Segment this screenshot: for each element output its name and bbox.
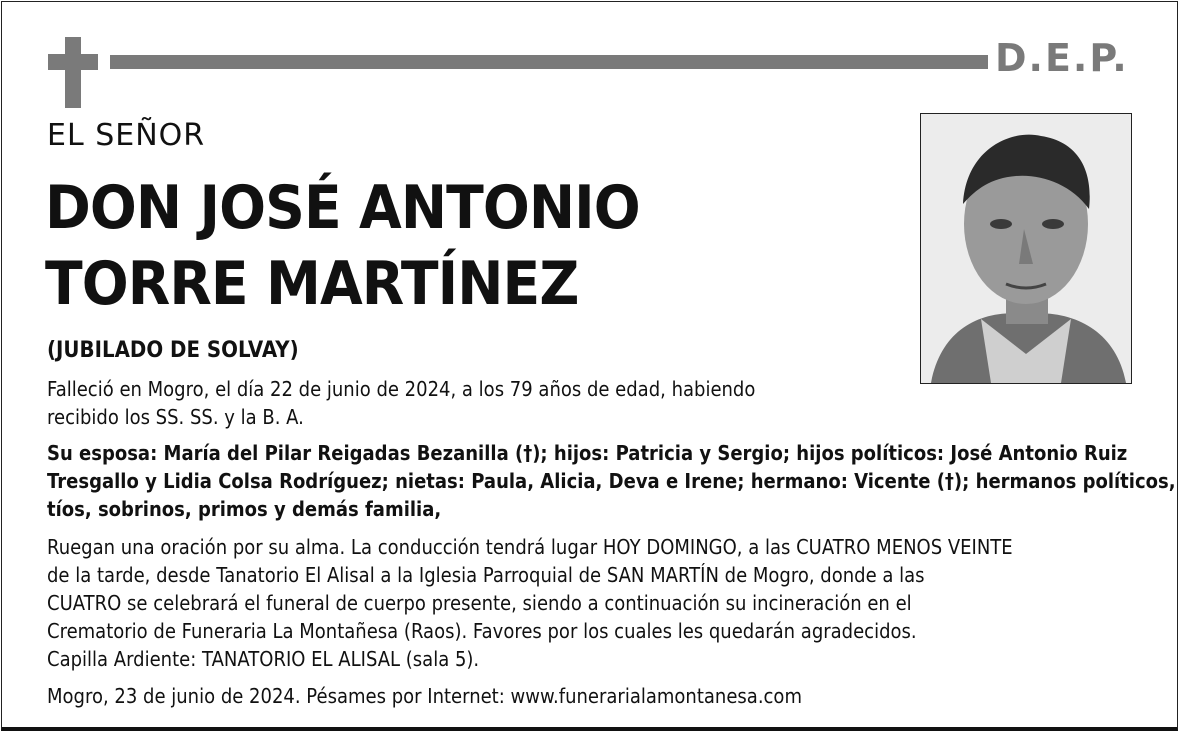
title-prefix: EL SEÑOR [47, 118, 206, 153]
footer-line: Mogro, 23 de junio de 2024. Pésames por Internet: www.funerarialamontanesa.com [47, 684, 802, 708]
family-line-1: Su esposa: María del Pilar Reigadas Bezanilla (†); hijos: Patricia y Sergio; hijos políticos: José Antonio Ruiz [47, 441, 1128, 465]
death-line-1: Falleció en Mogro, el día 22 de junio de 2024, a los 79 años de edad, habiendo [47, 377, 756, 401]
service-line-5: Capilla Ardiente: TANATORIO EL ALISAL (sala 5). [47, 647, 480, 671]
dep-label: D.E.P. [995, 36, 1129, 80]
cross-icon [65, 37, 81, 108]
service-line-3: CUATRO se celebrará el funeral de cuerpo presente, siendo a continuación su incineración en el [47, 591, 912, 615]
death-line-2: recibido los SS. SS. y la B. A. [47, 405, 304, 429]
portrait-icon [921, 114, 1131, 383]
service-line-2: de la tarde, desde Tanatorio El Alisal a la Iglesia Parroquial de SAN MARTÍN de Mogro, donde a las [47, 563, 925, 587]
family-line-3: tíos, sobrinos, primos y demás familia, [47, 497, 442, 521]
occupation-subtitle: (JUBILADO DE SOLVAY) [47, 338, 299, 363]
name-line-2: TORRE MARTÍNEZ [45, 249, 579, 319]
service-line-4: Crematorio de Funeraria La Montañesa (Raos). Favores por los cuales les quedarán agradecidos. [47, 619, 917, 643]
service-line-1: Ruegan una oración por su alma. La conducción tendrá lugar HOY DOMINGO, a las CUATRO MENOS VEINTE [47, 535, 1013, 559]
header-rule [110, 55, 988, 69]
name-line-1: DON JOSÉ ANTONIO [45, 173, 640, 243]
family-line-2: Tresgallo y Lidia Colsa Rodríguez; nietas: Paula, Alicia, Deva e Irene; hermano: Vicente (†); hermanos políticos, [47, 469, 1176, 493]
cross-icon-bar [48, 54, 98, 70]
portrait-photo [920, 113, 1132, 384]
deceased-name [45, 170, 640, 322]
